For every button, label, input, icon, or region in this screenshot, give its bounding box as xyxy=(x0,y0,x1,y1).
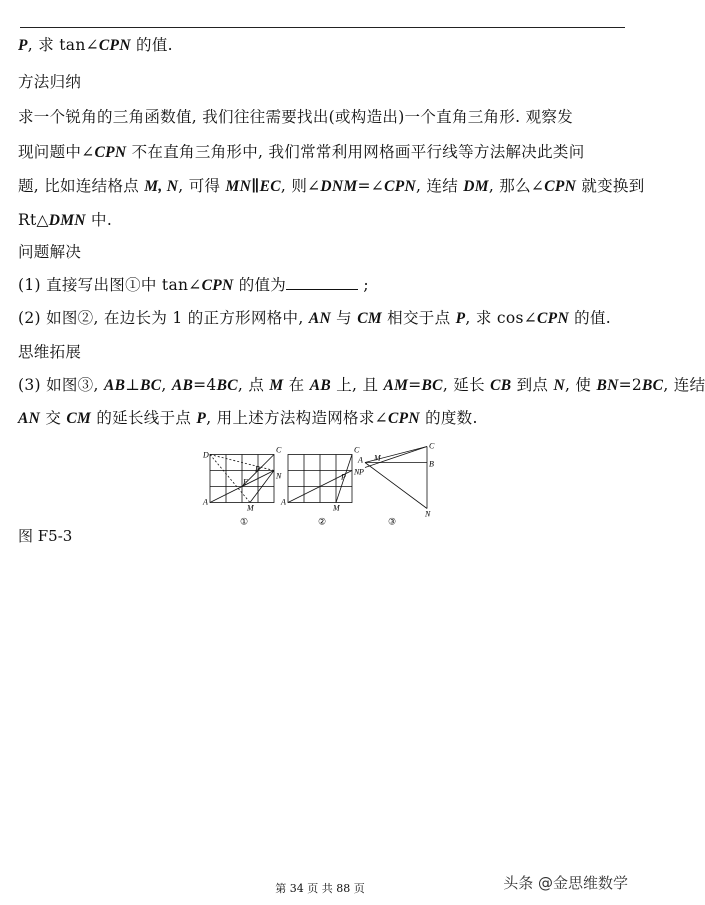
figure-caption: 图 F5-3 xyxy=(18,527,73,545)
text-line-6: Rt△DMN 中. xyxy=(18,211,113,229)
fig3-label-b: B xyxy=(429,459,434,469)
section-heading-solve: 问题解决 xyxy=(18,243,82,261)
fig3-label-n: N xyxy=(425,509,431,519)
fig1-label-p: P xyxy=(255,464,260,474)
fig1-label-a: A xyxy=(203,497,208,507)
text-line-1: P, 求 tan∠CPN 的值. xyxy=(18,36,173,54)
section-heading-extend: 思维拓展 xyxy=(18,343,82,361)
question-3: (3) 如图③, AB⊥BC, AB=4BC, 点 M 在 AB 上, 且 AM=BC, 延长 CB 到点 N, 使 BN=2BC, 连结 xyxy=(18,376,705,394)
fig2-label-c: C xyxy=(354,445,360,455)
fig2-label-n: N xyxy=(354,467,360,477)
fig3-label-p: P xyxy=(359,467,364,477)
question-1: (1) 直接写出图①中 tan∠CPN 的值为 ; xyxy=(18,276,369,294)
fig3-caption: ③ xyxy=(388,516,397,527)
page-footer: 第 34 页 共 88 页 xyxy=(275,882,365,895)
answer-blank[interactable] xyxy=(286,275,358,290)
question-3-cont: AN 交 CM 的延长线于点 P, 用上述方法构造网格求∠CPN 的度数. xyxy=(18,409,478,427)
fig1-label-n: N xyxy=(276,471,282,481)
geometry-figures xyxy=(195,432,455,542)
fig2-label-a: A xyxy=(281,497,286,507)
text-line-3: 求一个锐角的三角函数值, 我们往往需要找出(或构造出)一个直角三角形. 观察发 xyxy=(18,108,574,126)
fig2-caption: ② xyxy=(318,516,327,527)
fig3-label-m: M xyxy=(374,453,381,463)
fig3-label-a: A xyxy=(358,455,363,465)
text-line-4: 现问题中∠CPN 不在直角三角形中, 我们常常利用网格画平行线等方法解决此类问 xyxy=(18,143,585,161)
watermark: 头条 @金思维数学 xyxy=(503,874,628,892)
fig3-label-c: C xyxy=(429,441,435,451)
section-heading-method: 方法归纳 xyxy=(18,73,82,91)
fig1-label-m: M xyxy=(247,503,254,513)
fig1-label-c: C xyxy=(276,445,282,455)
fig2-label-p: P xyxy=(341,472,346,482)
question-2: (2) 如图②, 在边长为 1 的正方形网格中, AN 与 CM 相交于点 P, 求 cos∠CPN 的值. xyxy=(18,309,611,327)
figure-1 xyxy=(210,455,274,503)
fig2-label-m: M xyxy=(333,503,340,513)
fig1-caption: ① xyxy=(240,516,249,527)
fig1-label-e: E xyxy=(243,477,248,487)
text-line-5: 题, 比如连结格点 M, N, 可得 MN∥EC, 则∠DNM=∠CPN, 连结 DM, 那么∠CPN 就变换到 xyxy=(18,177,645,195)
fig1-label-d: D xyxy=(203,450,209,460)
header-rule xyxy=(20,27,625,28)
